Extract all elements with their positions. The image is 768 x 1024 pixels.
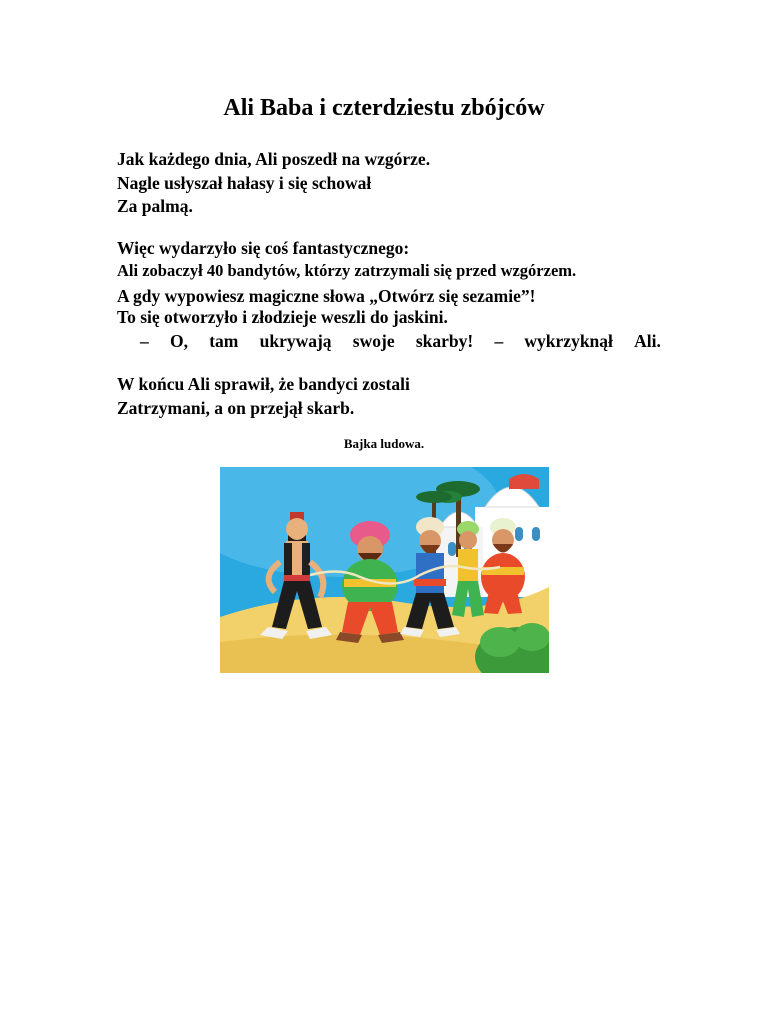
dialogue-word: swoje [352, 331, 395, 351]
dialogue-word: ukrywają [259, 331, 332, 351]
dialogue-word: – [494, 331, 504, 351]
story-caption: Bajka ludowa. [343, 436, 425, 451]
paragraph-1-line-2: Nagle usłyszał hałasy i się schował [117, 173, 372, 193]
paragraph-3-line-1: W końcu Ali sprawił, że bandyci zostali [117, 374, 410, 394]
dialogue-word: Ali. [634, 331, 661, 351]
dialogue-line [140, 331, 661, 352]
dialogue-word: tam [209, 331, 239, 351]
paragraph-2-line-4: To się otworzyło i złodzieje weszli do jaskini. [117, 307, 448, 327]
paragraph-2-line-3: A gdy wypowiesz magiczne słowa „Otwórz się sezamie”! [117, 286, 536, 306]
paragraph-1-line-1: Jak każdego dnia, Ali poszedł na wzgórze. [117, 149, 431, 169]
cartoon-illustration [220, 467, 549, 673]
dialogue-word: wykrzyknął [524, 331, 613, 351]
dialogue-word: O, [169, 331, 188, 351]
dialogue-word: skarby! [415, 331, 474, 351]
paragraph-3-line-2: Zatrzymani, a on przejął skarb. [117, 398, 355, 418]
paragraph-2-line-1: Więc wydarzyło się coś fantastycznego: [117, 238, 410, 258]
paragraph-2-line-2: Ali zobaczył 40 bandytów, którzy zatrzymali się przed wzgórzem. [117, 261, 577, 280]
dialogue-word: – [140, 331, 149, 351]
paragraph-1-line-3: Za palmą. [117, 196, 193, 216]
story-title: Ali Baba i czterdziestu zbójców [223, 95, 545, 121]
